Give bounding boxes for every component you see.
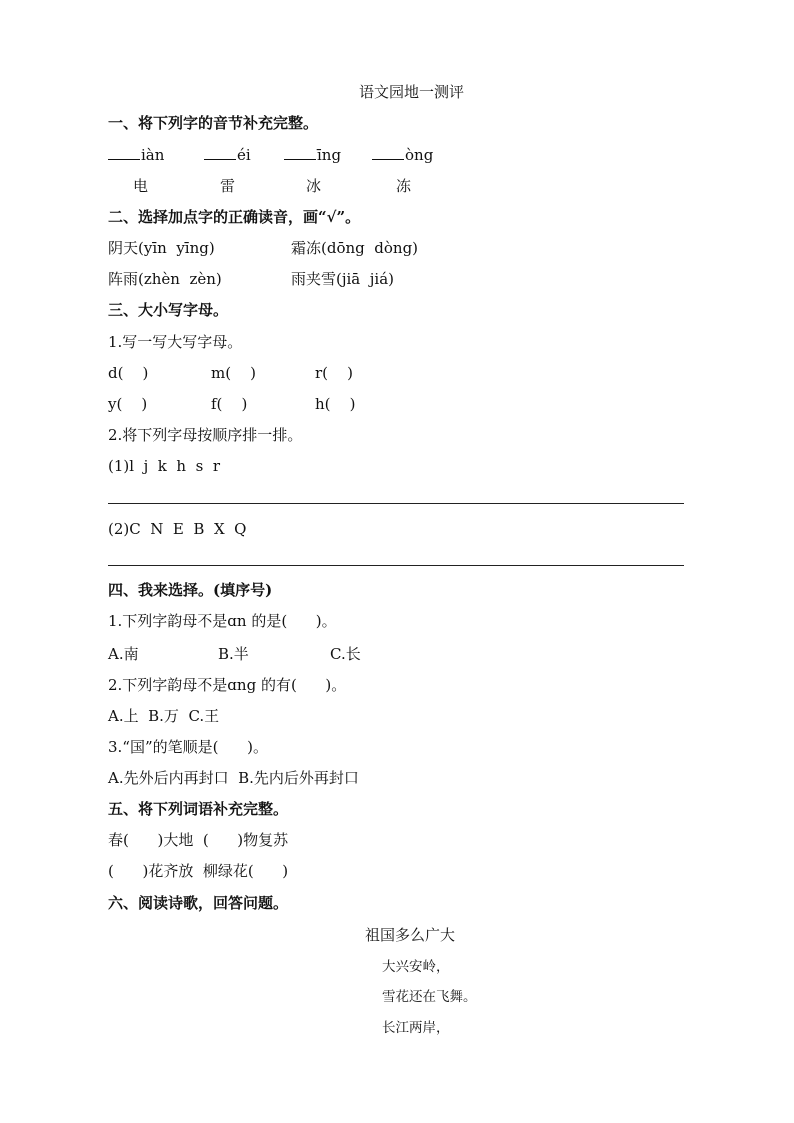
hanzi-char: 冰 (306, 177, 322, 195)
section-6-heading: 六、阅读诗歌，回答问题。 (108, 894, 289, 912)
syllable-blank-1[interactable]: iàn (108, 145, 164, 165)
pronunciation-choice[interactable]: 阴天(yīn yīng) (108, 239, 215, 257)
sub-question: 2.将下列字母按顺序排一排。 (108, 426, 303, 444)
page-title: 语文园地一测评 (359, 83, 465, 101)
syllable-blank-4[interactable]: òng (372, 145, 433, 165)
choice-question: 3.“国”的笔顺是( )。 (108, 738, 268, 756)
pronunciation-choice[interactable]: 阵雨(zhèn zèn) (108, 270, 222, 288)
poem-line: 大兴安岭， (382, 959, 450, 975)
section-4-heading: 四、我来选择。(填序号) (108, 581, 273, 599)
choice-question: 1.下列字韵母不是ɑn 的是( )。 (108, 612, 337, 630)
syllable-blank-3[interactable]: īng (284, 145, 341, 165)
letter-blank[interactable]: h( ) (315, 395, 356, 413)
letter-blank[interactable]: d( ) (108, 364, 149, 382)
sub-question: 1.写一写大写字母。 (108, 333, 243, 351)
choice-option[interactable]: C.长 (330, 645, 361, 663)
answer-line[interactable] (108, 565, 684, 566)
pronunciation-choice[interactable]: 霜冻(dōng dòng) (291, 239, 419, 257)
poem-line: 雪花还在飞舞。 (382, 989, 477, 1005)
syllable-blank-2[interactable]: éi (204, 145, 251, 165)
letter-sequence: (1)l j k h s r (108, 457, 220, 475)
hanzi-char: 电 (133, 177, 149, 195)
section-3-heading: 三、大小写字母。 (108, 301, 229, 319)
choice-option[interactable]: A.南 (108, 645, 139, 663)
section-1-heading: 一、将下列字的音节补充完整。 (108, 114, 319, 132)
choice-options[interactable]: A.先外后内再封口 B.先内后外再封口 (108, 769, 359, 787)
section-2-heading: 二、选择加点字的正确读音，画“√”。 (108, 208, 361, 226)
choice-options[interactable]: A.上 B.万 C.王 (108, 707, 220, 725)
idiom-fill-line[interactable]: ( )花齐放 柳绿花( ) (108, 862, 289, 880)
letter-blank[interactable]: f( ) (211, 395, 248, 413)
letter-blank[interactable]: m( ) (211, 364, 256, 382)
letter-blank[interactable]: y( ) (108, 395, 148, 413)
choice-option[interactable]: B.半 (218, 645, 249, 663)
choice-question: 2.下列字韵母不是ɑng 的有( )。 (108, 676, 347, 694)
hanzi-char: 冻 (396, 177, 412, 195)
letter-sequence: (2)C N E B X Q (108, 520, 247, 538)
section-5-heading: 五、将下列词语补充完整。 (108, 800, 289, 818)
idiom-fill-line[interactable]: 春( )大地 ( )物复苏 (108, 831, 289, 849)
pronunciation-choice[interactable]: 雨夹雪(jiā jiá) (291, 270, 395, 288)
answer-line[interactable] (108, 503, 684, 504)
letter-blank[interactable]: r( ) (315, 364, 353, 382)
poem-title: 祖国多么广大 (365, 926, 456, 944)
poem-line: 长江两岸， (382, 1020, 450, 1036)
hanzi-char: 雷 (220, 177, 236, 195)
